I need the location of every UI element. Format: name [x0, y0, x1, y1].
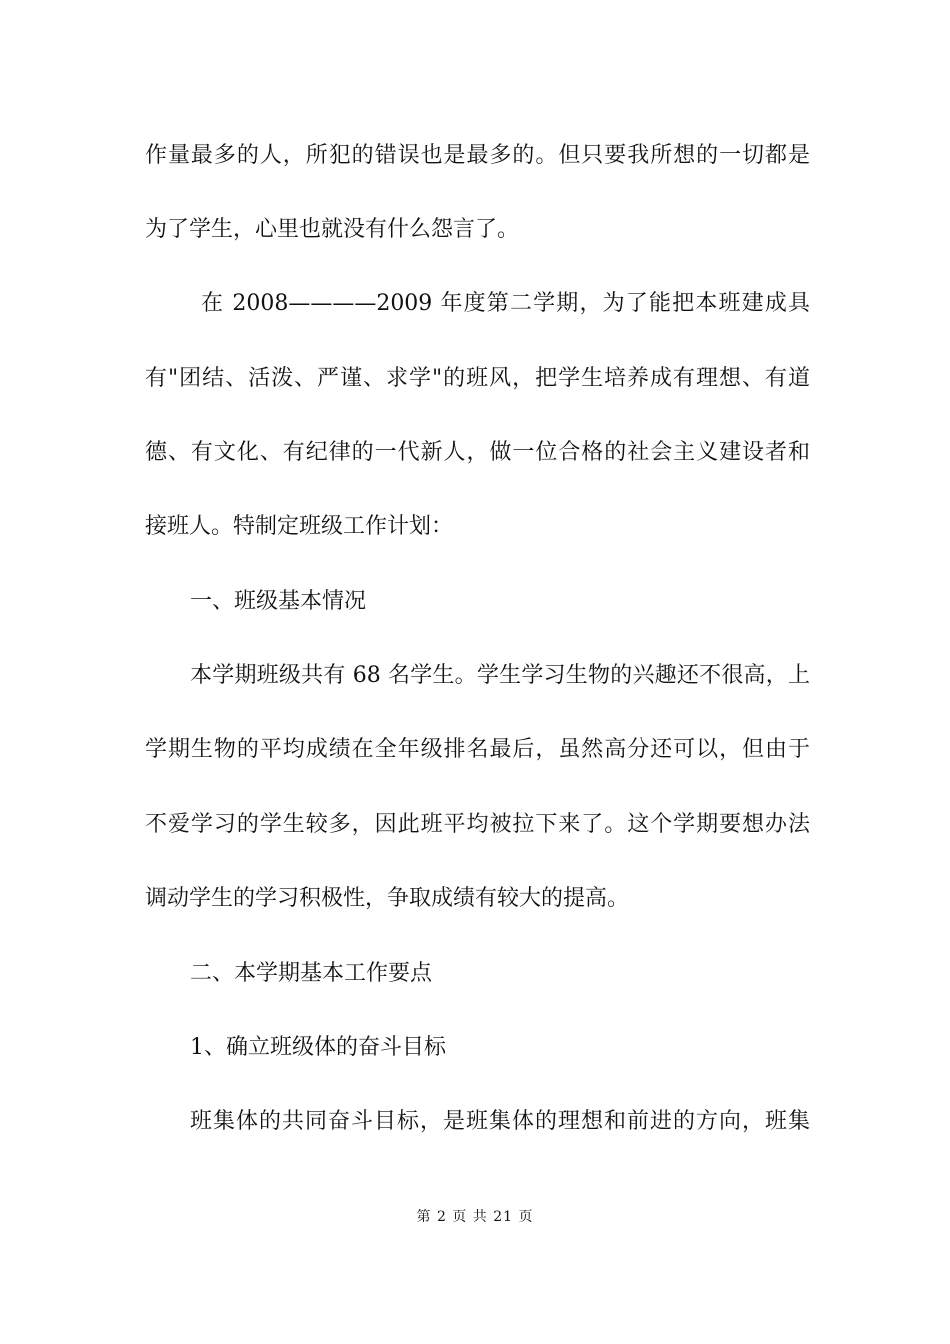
page-number-footer: 第 2 页 共 21 页 — [416, 1209, 534, 1225]
section-heading: 一、班级基本情况 — [190, 589, 367, 614]
paragraph-line: 不爱学习的学生较多，因此班平均被拉下来了。这个学期要想办法 — [145, 812, 810, 837]
paragraph-line: 为了学生，心里也就没有什么怨言了。 — [145, 217, 520, 242]
paragraph-line: 德、有文化、有纪律的一代新人，做一位合格的社会主义建设者和 — [145, 440, 810, 465]
section-heading: 二、本学期基本工作要点 — [190, 961, 433, 986]
subsection-heading: 1、确立班级体的奋斗目标 — [190, 1035, 446, 1060]
paragraph-line: 班集体的共同奋斗目标，是班集体的理想和前进的方向，班集 — [190, 1109, 810, 1134]
paragraph-line: 作量最多的人，所犯的错误也是最多的。但只要我所想的一切都是 — [145, 143, 810, 168]
paragraph-line: 在 2008————2009 年度第二学期，为了能把本班建成具 — [201, 291, 810, 316]
paragraph-line: 学期生物的平均成绩在全年级排名最后，虽然高分还可以，但由于 — [145, 737, 810, 762]
paragraph-line: 接班人。特制定班级工作计划： — [145, 514, 454, 539]
paragraph-line: 本学期班级共有 68 名学生。学生学习生物的兴趣还不很高，上 — [190, 663, 810, 688]
paragraph-line: 有"团结、活泼、严谨、求学"的班风，把学生培养成有理想、有道 — [145, 366, 810, 391]
paragraph-line: 调动学生的学习积极性，争取成绩有较大的提高。 — [145, 886, 630, 911]
